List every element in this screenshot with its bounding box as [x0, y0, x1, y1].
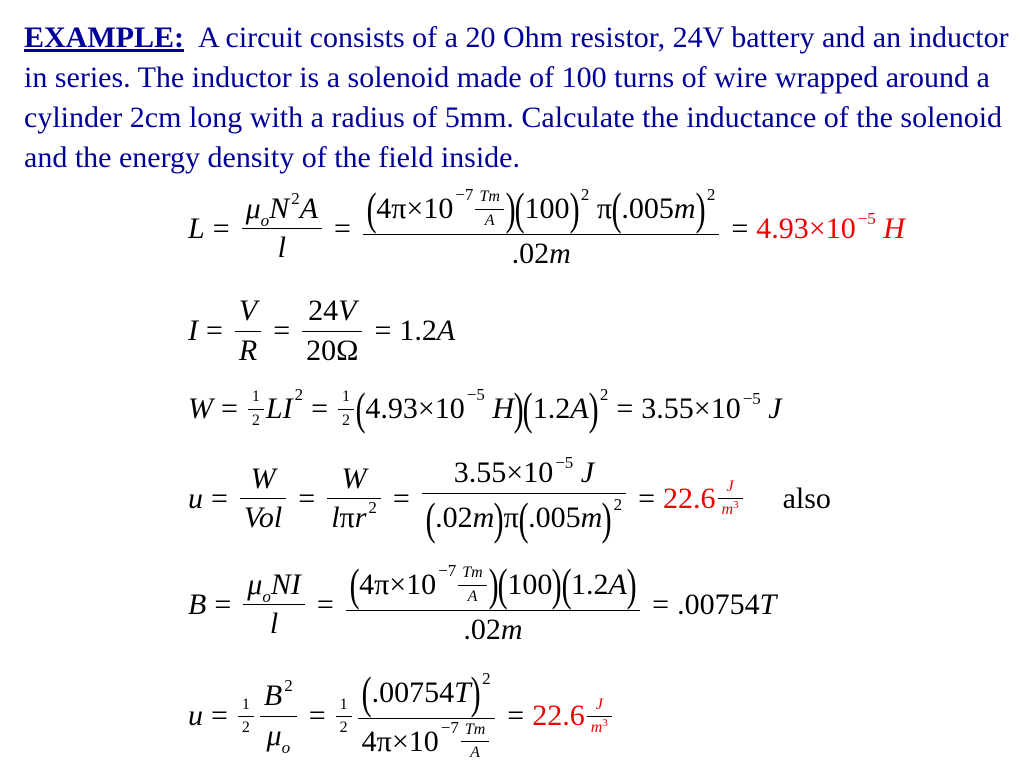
equation-magnetic-field: B = $\frac{\mu_oNI}{l}$ = ( 4π×10 −7 $\frac{Tm}{A}$ ) ( 100 ) ( 1.2 A ) .02m = .00754T [188, 559, 777, 646]
problem-text: A circuit consists of a 20 Ohm resistor, 24V battery and an inductor in series. The inductor is a solenoid made of 100 turns of wire wrapped around a cylinder 2cm long with a radius of 5mm. Calculate the inductance of the solenoid and the energy density of the field inside. [24, 21, 1009, 174]
magnetic-field-result: .00754T [677, 587, 777, 621]
inductance-result: 4.93×10 $^{-5}$ H [756, 208, 905, 245]
equation-energy-density-2: u = $\frac{1}{2}$ $\frac{B ^2}{\mu_o}$ = $\frac{1}{2}$ ( .00754 T ) 2 4π×10 −7 $\frac{Tm}{A}$ = 22.6 $\frac{J}{m^3}$ [188, 670, 614, 763]
equation-inductance: L = $\frac{\mu_oN ^2A}{l}$ = ( 4π×10 −7 $\frac{Tm}{A}$ ) ( 100 ) 2 π ( .005 m ) 2 .02m = 4.93×10 $^{-5}$ H [188, 183, 905, 270]
equation-energy-density-1: u = $\frac{W}{\text{Vol}}$ = $\frac{W}{l\pi r ^2}$ = 3.55×10 $^{-5}$ J ( .02 m ) π ( .005 m ) 2 = 22.6 $\frac{J}{m^3}$ also [188, 453, 831, 544]
example-label: EXAMPLE: [24, 21, 184, 54]
also-text: also [782, 481, 831, 515]
energy-density-result-1: 22.6 $\frac{J}{m^3}$ [663, 478, 745, 520]
energy-result: 3.55×10 $^{-5}$ J [641, 389, 782, 425]
equation-energy: W = $\frac{1}{2}$ L I 2 = $\frac{1}{2}$ ( 4.93×10 −5 H ) ( 1.2 A ) 2 = 3.55×10 $^{-5}$ J [188, 383, 782, 434]
inductance-formula-fraction: $\frac{\mu_oN ^2A}{l}$ [242, 192, 322, 266]
equation-current: I = $\frac{V}{R}$ = $\frac{24V}{20\Omega}$ = 1.2A [188, 294, 456, 367]
current-result: 1.2A [399, 314, 456, 347]
problem-statement [24, 18, 1009, 178]
energy-density-result-2: 22.6 $\frac{J}{m^3}$ [532, 696, 614, 738]
inductance-substitution-fraction: ( 4π×10 −7 $\frac{Tm}{A}$ ) ( 100 ) 2 π ( .005 m ) 2 .02m [363, 186, 719, 272]
